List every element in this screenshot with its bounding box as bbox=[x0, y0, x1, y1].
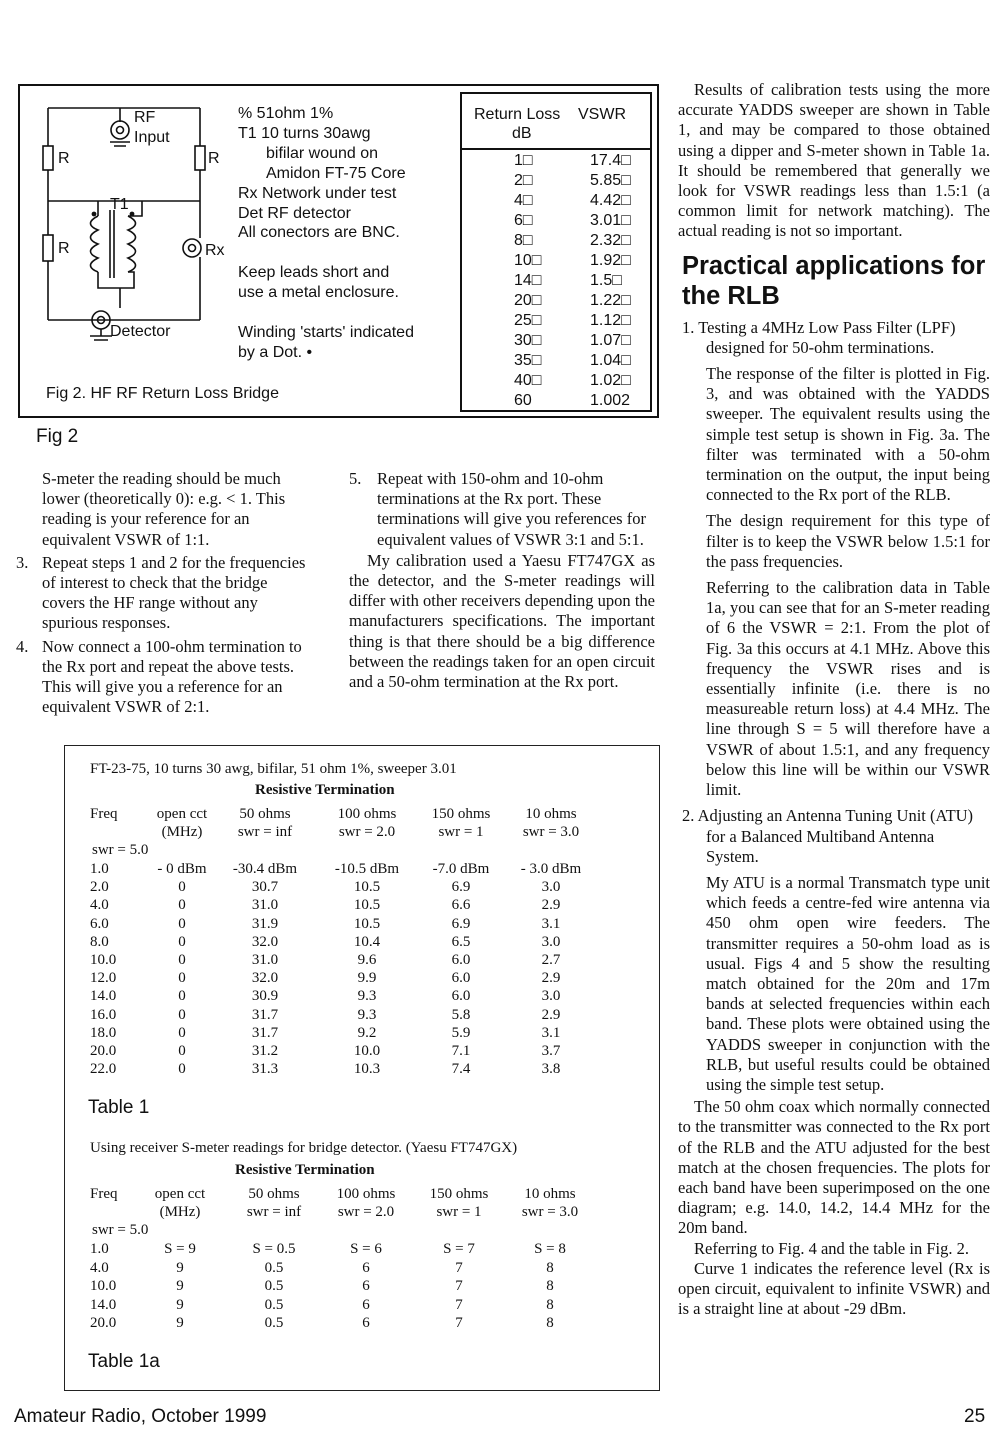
table-cell: 4.0 bbox=[90, 897, 109, 914]
fig-2-label: Fig 2 bbox=[36, 426, 79, 447]
rl-vswr: 5.85□ bbox=[590, 172, 631, 189]
column-header: 100 ohms bbox=[336, 1186, 396, 1202]
table-cell: 1.0 bbox=[90, 1241, 109, 1257]
table-cell: 0 bbox=[178, 1006, 186, 1023]
table-cell: 32.0 bbox=[251, 970, 279, 987]
table-cell: 16.0 bbox=[90, 1006, 117, 1023]
list-item bbox=[16, 553, 313, 634]
column-header: open cct bbox=[154, 1186, 206, 1202]
return-loss-header bbox=[462, 106, 650, 146]
table-cell: 3.7 bbox=[541, 1043, 561, 1059]
column-subheader: swr = inf bbox=[246, 1204, 302, 1220]
table-cell: 10.0 bbox=[90, 1278, 117, 1294]
table-cell: 6.9 bbox=[451, 915, 471, 932]
rl-vswr: 4.42□ bbox=[590, 192, 631, 209]
rl-vswr: 1.07□ bbox=[590, 332, 631, 349]
table-cell: 2.9 bbox=[541, 897, 561, 914]
figure-notes bbox=[238, 104, 453, 363]
resistor-label: R bbox=[58, 240, 70, 257]
table-cell: 8 bbox=[546, 1296, 554, 1313]
header-vswr: VSWR bbox=[578, 106, 626, 123]
table-cell: 20.0 bbox=[90, 1315, 117, 1331]
table-cell: 20.0 bbox=[90, 1043, 117, 1059]
table-cell: 5.8 bbox=[451, 1006, 471, 1023]
table-cell: 22.0 bbox=[90, 1061, 117, 1078]
table-cell: 0.5 bbox=[264, 1296, 284, 1313]
table-cell: 0.5 bbox=[264, 1315, 284, 1331]
table-cell: 6.9 bbox=[451, 879, 471, 896]
table-cell: 3.0 bbox=[541, 988, 561, 1005]
rl-vswr: 1.02□ bbox=[590, 372, 631, 389]
rl-row bbox=[462, 211, 650, 231]
table-cell: 7 bbox=[455, 1278, 463, 1294]
rl-row bbox=[462, 291, 650, 311]
resistor-label: R bbox=[58, 150, 70, 167]
page-number: 25 bbox=[964, 1406, 986, 1427]
table-cell: 1.0 bbox=[90, 861, 109, 877]
t1-label: T1 bbox=[110, 196, 129, 213]
table-cell: 9.3 bbox=[357, 988, 377, 1005]
table-cell: 2.0 bbox=[90, 879, 109, 896]
column-header: Freq bbox=[90, 806, 118, 822]
note-line: by a Dot. • bbox=[238, 343, 313, 361]
table-cell: 10.5 bbox=[353, 915, 381, 932]
table-cell: 10.5 bbox=[353, 879, 381, 896]
rl-vswr: 17.4□ bbox=[590, 152, 631, 169]
rl-row bbox=[462, 251, 650, 271]
table-cell: 9 bbox=[176, 1296, 184, 1313]
rl-row bbox=[462, 311, 650, 331]
column-header: 150 ohms bbox=[429, 1186, 489, 1202]
table-cell: 0 bbox=[178, 970, 186, 987]
rl-db: 20□ bbox=[514, 292, 542, 309]
column-subheader: (MHz) bbox=[159, 1204, 201, 1220]
column-subheader: (MHz) bbox=[161, 824, 203, 840]
note-line: % 51ohm 1% bbox=[238, 105, 334, 122]
table-cell: 31.7 bbox=[251, 1024, 279, 1041]
table-cell: S = 8 bbox=[534, 1241, 566, 1257]
left-column-a bbox=[16, 469, 313, 717]
table-cell: 7.4 bbox=[451, 1061, 471, 1078]
rl-row bbox=[462, 151, 650, 171]
paragraph: Referring to the calibration data in Table 1a, you can see that for an S-meter reading of 6 the VSWR = 2:1. From the plot of Fig. 3a this occurs at 4.1 MHz. Above this frequency the VSWR rises and is essentially infinite (i.e. there is no measureable return loss) at 4.4 MHz. The line through S = 5 will therefore have a VSWR of about 1.5:1, and any frequency below this line will be within our VSWR limit. bbox=[706, 578, 990, 800]
table-cell: 0 bbox=[178, 915, 186, 932]
item-text: Repeat steps 1 and 2 for the frequencies of interest to check that the bridge covers the HF range without any spurious responses. bbox=[42, 552, 306, 633]
swr-note: swr = 5.0 bbox=[92, 842, 149, 858]
rl-db: 6□ bbox=[514, 212, 533, 229]
note-line: All conectors are BNC. bbox=[238, 224, 400, 242]
column-header: 100 ohms bbox=[337, 806, 397, 822]
table-cell: -30.4 dBm bbox=[232, 861, 298, 877]
header-db: dB bbox=[512, 125, 532, 142]
paragraph: Referring to Fig. 4 and the table in Fig. 2. bbox=[694, 1238, 969, 1258]
table-cell: 31.0 bbox=[251, 897, 279, 914]
table-cell: 31.3 bbox=[251, 1061, 279, 1078]
column-header: 50 ohms bbox=[248, 1186, 300, 1202]
table-cell: 3.0 bbox=[541, 879, 561, 896]
table-cell: -7.0 dBm bbox=[432, 861, 490, 877]
note-line: bifilar wound on bbox=[266, 144, 379, 162]
note-line: use a metal enclosure. bbox=[238, 284, 399, 302]
table-cell: 9.3 bbox=[357, 1006, 377, 1023]
header-divider bbox=[460, 148, 652, 150]
rl-db: 14□ bbox=[514, 272, 542, 289]
table1-group-header: Resistive Termination bbox=[255, 782, 395, 798]
table-cell: 0.5 bbox=[264, 1259, 284, 1276]
rl-row bbox=[462, 391, 650, 411]
rl-row bbox=[462, 351, 650, 371]
table-cell: 8 bbox=[546, 1315, 554, 1331]
left-column-b bbox=[349, 469, 655, 692]
rl-row bbox=[462, 331, 650, 351]
table-cell: 6 bbox=[362, 1315, 370, 1331]
table-cell: 31.2 bbox=[251, 1043, 279, 1059]
column-subheader: swr = 2.0 bbox=[338, 824, 396, 840]
table-cell: 3.1 bbox=[541, 915, 561, 932]
rl-db: 35□ bbox=[514, 352, 542, 369]
rl-db: 10□ bbox=[514, 252, 542, 269]
table-cell: 0 bbox=[178, 879, 186, 896]
note-line: Rx Network under test bbox=[238, 184, 397, 202]
table-cell: 5.9 bbox=[451, 1024, 471, 1041]
table-cell: 6.6 bbox=[451, 897, 471, 914]
table-cell: 0 bbox=[178, 1024, 186, 1041]
note-line: Det RF detector bbox=[238, 204, 351, 222]
rl-vswr: 2.32□ bbox=[590, 232, 631, 249]
column-subheader: swr = 3.0 bbox=[521, 1204, 579, 1220]
table-cell: 3.1 bbox=[541, 1024, 561, 1041]
column-subheader: swr = 3.0 bbox=[522, 824, 580, 840]
rl-db: 25□ bbox=[514, 312, 542, 329]
table-cell: 0.5 bbox=[264, 1278, 284, 1294]
table-cell: 7 bbox=[455, 1296, 463, 1313]
table-cell: 7.1 bbox=[451, 1043, 471, 1059]
table-cell: 7 bbox=[455, 1315, 463, 1331]
list-item: 1. Testing a 4MHz Low Pass Filter (LPF) designed for 50-ohm terminations. bbox=[682, 317, 956, 357]
table1a-title: Table 1a bbox=[88, 1351, 160, 1372]
table-cell: 6.0 bbox=[451, 988, 471, 1005]
table-cell: 2.9 bbox=[541, 1006, 561, 1023]
rl-vswr: 3.01□ bbox=[590, 212, 631, 229]
table-cell: 31.7 bbox=[251, 1006, 279, 1023]
column-subheader: swr = 2.0 bbox=[337, 1204, 395, 1220]
rl-db: 2□ bbox=[514, 172, 533, 189]
rl-vswr: 1.5□ bbox=[590, 272, 622, 289]
rl-row bbox=[462, 171, 650, 191]
table-cell: 14.0 bbox=[90, 1296, 117, 1313]
column-header: 10 ohms bbox=[524, 1186, 576, 1202]
table-cell: 0 bbox=[178, 1061, 186, 1078]
rl-vswr: 1.92□ bbox=[590, 252, 631, 269]
table-cell: 10.5 bbox=[353, 897, 381, 914]
column-subheader: swr = 1 bbox=[436, 1204, 482, 1220]
rl-db: 40□ bbox=[514, 372, 542, 389]
column-subheader: swr = inf bbox=[237, 824, 293, 840]
table-cell: 6.0 bbox=[90, 915, 109, 932]
rl-row bbox=[462, 191, 650, 211]
bridge-schematic bbox=[30, 98, 230, 363]
table-cell: S = 0.5 bbox=[252, 1241, 296, 1257]
paragraph: My ATU is a normal Transmatch type unit which feeds a centre-fed wire antenna via 450 ohm open wire feeders. The transmitter requires a 50-ohm load as is usual. Figs 4 and 5 show the resulting match obtained for the 20m and 17m bands at selected frequencies within each band. These plots were obtained using the YADDS sweeper in conjunction with the RLB, but useful results could be obtained using the simple test setup. bbox=[706, 872, 990, 1094]
rl-vswr: 1.04□ bbox=[590, 352, 631, 369]
header-return-loss: Return Loss bbox=[474, 106, 561, 123]
table-cell: 30.9 bbox=[251, 988, 279, 1005]
column-subheader: swr = 1 bbox=[438, 824, 484, 840]
footer-publication: Amateur Radio, October 1999 bbox=[14, 1406, 267, 1427]
table-cell: 4.0 bbox=[90, 1259, 109, 1276]
table-cell: 6.0 bbox=[451, 952, 471, 968]
rl-db: 30□ bbox=[514, 332, 542, 349]
table-cell: 0 bbox=[178, 988, 186, 1005]
item-text: Repeat with 150-ohm and 10-ohm terminations at the Rx port. These terminations will give you references for equivalent values of VSWR 3:1 and 5:1. bbox=[377, 469, 646, 549]
table-cell: S = 6 bbox=[350, 1241, 382, 1257]
table-cell: 30.7 bbox=[251, 879, 279, 896]
paragraph: The response of the filter is plotted in Fig. 3, and was obtained with the YADDS sweeper. The equivalent results using the simple test setup is shown in Fig. 3a. The filter was terminated with a 50-ohm termination on the output, the input being connected to the Rx port of the RLB. bbox=[706, 364, 990, 505]
table-cell: 31.0 bbox=[251, 952, 279, 968]
table-cell: 31.9 bbox=[251, 915, 279, 932]
column-header: 50 ohms bbox=[239, 806, 291, 822]
table-cell: - 0 dBm bbox=[157, 861, 207, 877]
column-header: 150 ohms bbox=[431, 806, 491, 822]
list-item: 2. Adjusting an Antenna Tuning Unit (ATU) for a Balanced Multiband Antenna System. bbox=[682, 806, 974, 866]
rl-db: 60 bbox=[514, 392, 532, 409]
table-cell: 6.0 bbox=[451, 970, 471, 987]
table-cell: 8 bbox=[546, 1259, 554, 1276]
note-line: Winding 'starts' indicated bbox=[238, 323, 414, 341]
paragraph: The design requirement for this type of filter is to keep the VSWR below 1.5:1 for the pass frequencies. bbox=[706, 511, 990, 571]
note-line: Keep leads short and bbox=[238, 264, 390, 282]
rl-row bbox=[462, 231, 650, 251]
list-item bbox=[16, 637, 313, 718]
table-cell: 10.3 bbox=[353, 1061, 381, 1078]
table-cell: 8 bbox=[546, 1278, 554, 1294]
note-line: Amidon FT-75 Core bbox=[266, 164, 406, 182]
paragraph: Curve 1 indicates the reference level (Rx is open circuit, equivalent to infinite VSWR) and is a straight line at about -29 dBm. bbox=[678, 1258, 990, 1319]
table-cell: 2.7 bbox=[541, 952, 561, 968]
table-cell: 10.0 bbox=[90, 952, 117, 968]
table-cell: 6 bbox=[362, 1259, 370, 1276]
table-cell: 6 bbox=[362, 1278, 370, 1294]
column-header: Freq bbox=[90, 1186, 118, 1202]
item-number: 5. bbox=[349, 469, 362, 488]
item-number: 4. bbox=[16, 636, 29, 656]
table-cell: S = 7 bbox=[443, 1241, 475, 1257]
table-cell: 0 bbox=[178, 897, 186, 914]
item-text: Now connect a 100-ohm termination to the Rx port and repeat the above tests. This will give you a reference for an equivalent VSWR of 2:1. bbox=[42, 636, 302, 717]
section-heading: Practical applications for the RLB bbox=[682, 251, 986, 310]
rx-label: Rx bbox=[205, 242, 225, 259]
rl-vswr: 1.12□ bbox=[590, 312, 631, 329]
table-cell: 10.0 bbox=[353, 1043, 381, 1059]
item-number: 3. bbox=[16, 552, 29, 572]
table1a-caption: Using receiver S-meter readings for bridge detector. (Yaesu FT747GX) bbox=[90, 1140, 518, 1156]
column-header: open cct bbox=[156, 806, 208, 822]
detector-label: Detector bbox=[110, 323, 171, 340]
rl-db: 1□ bbox=[514, 152, 533, 169]
table-cell: S = 9 bbox=[164, 1241, 196, 1257]
swr-note: swr = 5.0 bbox=[92, 1222, 149, 1238]
table-cell: 6.5 bbox=[451, 933, 471, 950]
table-cell: 7 bbox=[455, 1259, 463, 1276]
table-cell: 9 bbox=[176, 1259, 184, 1276]
table1a-group-header: Resistive Termination bbox=[235, 1162, 375, 1178]
table-cell: 9.9 bbox=[357, 970, 377, 987]
table-cell: 9.6 bbox=[357, 952, 377, 968]
table-cell: 3.8 bbox=[541, 1061, 561, 1078]
table-cell: 12.0 bbox=[90, 970, 117, 987]
table-cell: 9 bbox=[176, 1315, 184, 1331]
rl-vswr: 1.22□ bbox=[590, 292, 631, 309]
table-cell: 2.9 bbox=[541, 970, 561, 987]
rl-db: 4□ bbox=[514, 192, 533, 209]
rf-label: RF bbox=[134, 109, 156, 126]
table-cell: 0 bbox=[178, 1043, 186, 1059]
paragraph: S-meter the reading should be much lower (theoretically 0): e.g. < 1. This reading is your reference for an equivalent VSWR of 1:1. bbox=[42, 469, 286, 549]
table-cell: 32.0 bbox=[251, 933, 279, 950]
paragraph: Results of calibration tests using the more accurate YADDS sweeper are shown in Table 1, and may be compared to those obtained using a dipper and S-meter shown in Table 1a. It should be remembered that generally we look for VSWR readings less than 1.5:1 (a common limit for network matching). The actual reading is not so important. bbox=[678, 80, 990, 241]
resistor-label: R bbox=[208, 150, 220, 167]
table-cell: 9.2 bbox=[357, 1024, 377, 1041]
table-cell: - 3.0 dBm bbox=[520, 861, 582, 877]
table-cell: -10.5 dBm bbox=[334, 861, 400, 877]
return-loss-rows bbox=[462, 151, 650, 411]
rl-db: 8□ bbox=[514, 232, 533, 249]
right-column bbox=[678, 80, 990, 1319]
column-header: 10 ohms bbox=[525, 806, 577, 822]
table-cell: 14.0 bbox=[90, 988, 117, 1005]
rl-vswr: 1.002 bbox=[590, 392, 631, 409]
table-cell: 0 bbox=[178, 952, 186, 968]
paragraph: My calibration used a Yaesu FT747GX as the detector, and the S-meter readings will differ with other receivers depending upon the manufacturers specifications. The important thing is that there should be a big difference between the readings taken for an open circuit and a 50-ohm termination at the Rx port. bbox=[349, 550, 655, 692]
figure-caption: Fig 2. HF RF Return Loss Bridge bbox=[46, 385, 279, 402]
paragraph: The 50 ohm coax which normally connected to the transmitter was connected to the Rx port of the RLB and the ATU adjusted for the best match at the chosen frequencies. The plots for each band have been superimposed on the one diagram; e.g. 14.0, 14.2, 14.4 MHz for the 20m band. bbox=[678, 1097, 990, 1238]
input-label: Input bbox=[134, 129, 170, 146]
list-item bbox=[349, 469, 655, 550]
rl-row bbox=[462, 271, 650, 291]
table-cell: 3.0 bbox=[541, 933, 561, 950]
rl-row bbox=[462, 371, 650, 391]
table1-caption: FT-23-75, 10 turns 30 awg, bifilar, 51 ohm 1%, sweeper 3.01 bbox=[90, 761, 457, 777]
table-cell: 8.0 bbox=[90, 933, 109, 950]
table-cell: 18.0 bbox=[90, 1024, 117, 1041]
table-cell: 10.4 bbox=[353, 933, 381, 950]
table-cell: 0 bbox=[178, 933, 186, 950]
table1-title: Table 1 bbox=[88, 1097, 150, 1118]
table-cell: 6 bbox=[362, 1296, 370, 1313]
note-line: T1 10 turns 30awg bbox=[238, 124, 371, 142]
table-cell: 9 bbox=[176, 1278, 184, 1294]
